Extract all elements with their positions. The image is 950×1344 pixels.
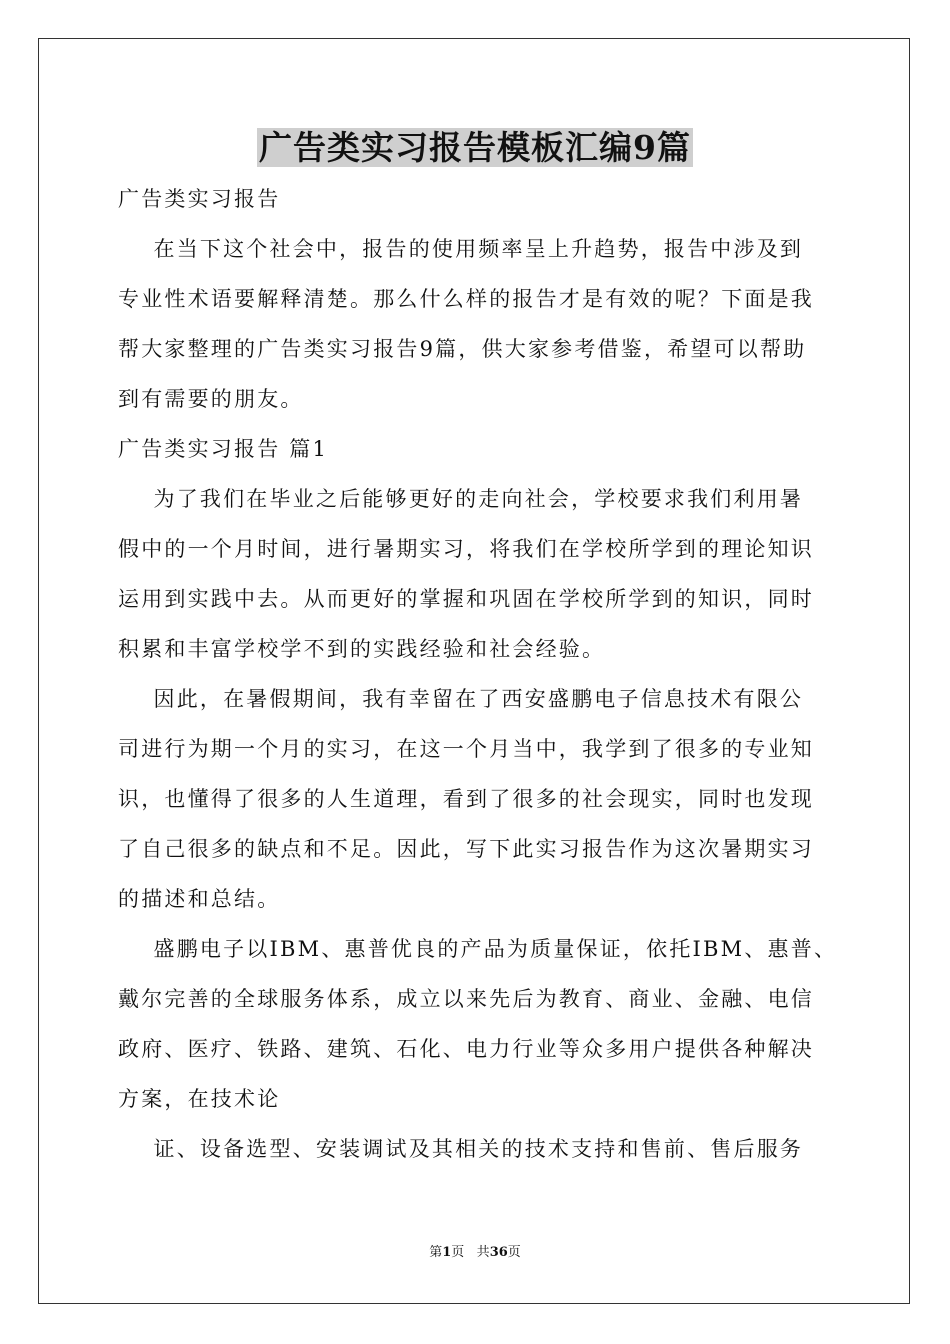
paragraph-line: 了自己很多的缺点和不足。因此，写下此实习报告作为这次暑期实习 xyxy=(118,837,814,861)
page-footer xyxy=(0,1244,950,1262)
paragraph-line: 积累和丰富学校学不到的实践经验和社会经验。 xyxy=(118,637,606,661)
document-title-text: 广告类实习报告模板汇编9篇 xyxy=(259,128,691,167)
paragraph-line: 戴尔完善的全球服务体系，成立以来先后为教育、商业、金融、电信 xyxy=(118,987,814,1011)
footer-total-prefix: 共 xyxy=(476,1245,490,1260)
page-frame xyxy=(38,38,910,1304)
section-heading: 广告类实习报告 篇1 xyxy=(118,437,329,461)
paragraph-line: 到有需要的朋友。 xyxy=(118,387,304,411)
footer-total-pages: 36 xyxy=(489,1245,508,1260)
paragraph-line: 证、设备选型、安装调试及其相关的技术支持和售前、售后服务 xyxy=(118,1137,804,1161)
footer-page-prefix: 第 xyxy=(429,1245,443,1260)
paragraph-line: 运用到实践中去。从而更好的掌握和巩固在学校所学到的知识，同时 xyxy=(118,587,814,611)
footer-page-number: 1 xyxy=(442,1245,452,1260)
paragraph-line: 帮大家整理的广告类实习报告9篇，供大家参考借鉴，希望可以帮助 xyxy=(118,337,807,361)
paragraph-line: 司进行为期一个月的实习，在这一个月当中，我学到了很多的专业知 xyxy=(118,737,814,761)
footer-total-suffix: 页 xyxy=(507,1245,521,1260)
paragraph-line: 因此，在暑假期间，我有幸留在了西安盛鹏电子信息技术有限公 xyxy=(118,687,804,711)
paragraph-line: 假中的一个月时间，进行暑期实习，将我们在学校所学到的理论知识 xyxy=(118,537,814,561)
paragraph-line: 识，也懂得了很多的人生道理，看到了很多的社会现实，同时也发现 xyxy=(118,787,814,811)
document-title xyxy=(0,126,950,170)
footer-page-suffix: 页 xyxy=(451,1245,465,1260)
paragraph-line: 的描述和总结。 xyxy=(118,887,281,911)
paragraph-line: 盛鹏电子以IBM、惠普优良的产品为质量保证，依托IBM、惠普、 xyxy=(118,937,838,961)
paragraph-line: 在当下这个社会中，报告的使用频率呈上升趋势，报告中涉及到 xyxy=(118,237,804,261)
paragraph-line: 政府、医疗、铁路、建筑、石化、电力行业等众多用户提供各种解决 xyxy=(118,1037,814,1061)
section-heading: 广告类实习报告 xyxy=(118,187,281,211)
paragraph-line: 为了我们在毕业之后能够更好的走向社会，学校要求我们利用暑 xyxy=(118,487,804,511)
paragraph-line: 方案，在技术论 xyxy=(118,1087,281,1111)
paragraph-line: 专业性术语要解释清楚。那么什么样的报告才是有效的呢？下面是我 xyxy=(118,287,814,311)
